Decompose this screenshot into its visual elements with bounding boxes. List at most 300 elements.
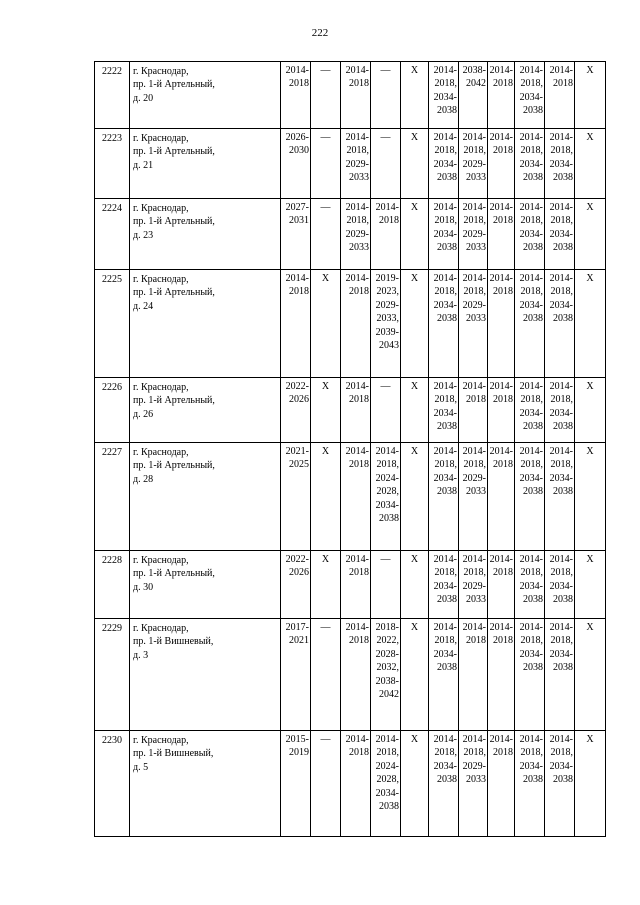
address-cell: [130, 62, 281, 129]
period-line: 2034-: [433, 91, 457, 103]
period-cell-c7: [459, 443, 488, 551]
period-line: 2014-: [462, 381, 486, 392]
period-line: 2038: [523, 486, 543, 498]
address-cell: [130, 129, 281, 199]
period-cell-c5: [401, 619, 429, 731]
period-line: 2034-: [433, 580, 457, 592]
period-line: 2033: [466, 774, 486, 786]
period-line: 2029-: [462, 158, 486, 170]
period-line: 2014-: [345, 132, 369, 143]
period-line: 2028-: [375, 648, 399, 660]
dash-mark: —: [380, 381, 391, 392]
period-line: 2043: [379, 340, 399, 352]
period-cell-c9: [515, 199, 545, 270]
period-line: 2034-: [519, 472, 543, 484]
not-applicable-mark: X: [410, 202, 419, 213]
row-number: 2227: [95, 443, 130, 551]
period-line: 2038: [553, 242, 573, 254]
period-cell-c7: [459, 129, 488, 199]
period-line: 2034-: [549, 158, 573, 170]
period-line: 2018,: [520, 215, 543, 227]
period-cell-c2: [311, 619, 341, 731]
period-cell-c11: [575, 62, 606, 129]
period-line: 2038: [437, 313, 457, 325]
address-line: д. 24: [133, 300, 154, 312]
not-applicable-mark: X: [321, 273, 330, 284]
table-row: [95, 619, 606, 731]
address-line: г. Краснодар,: [133, 447, 189, 458]
period-cell-c10: [545, 619, 575, 731]
address-line: г. Краснодар,: [133, 623, 189, 634]
row-number: 2230: [95, 731, 130, 837]
period-cell-c8: [488, 270, 515, 378]
period-cell-c1: [281, 270, 311, 378]
dash-mark: —: [320, 132, 331, 143]
period-line: 2029-: [345, 228, 369, 240]
period-line: 2033,: [376, 313, 399, 325]
period-line: 2018: [493, 286, 513, 298]
period-cell-c9: [515, 62, 545, 129]
address-line: пр. 1-й Артельный,: [133, 216, 215, 228]
period-cell-c11: [575, 199, 606, 270]
period-cell-c8: [488, 551, 515, 619]
period-line: 2029-: [462, 299, 486, 311]
period-cell-c11: [575, 619, 606, 731]
period-line: 2017-: [285, 622, 309, 633]
period-cell-c1: [281, 731, 311, 837]
period-line: 2014-: [462, 622, 486, 633]
period-line: 2014-: [519, 446, 543, 457]
period-line: 2014-: [345, 273, 369, 284]
period-line: 2042: [379, 689, 399, 701]
period-cell-c8: [488, 62, 515, 129]
period-cell-c10: [545, 731, 575, 837]
period-line: 2018,: [550, 635, 573, 647]
period-line: 2024-: [375, 760, 399, 772]
period-line: 2038: [553, 594, 573, 606]
period-line: 2033: [466, 313, 486, 325]
row-number: 2226: [95, 378, 130, 443]
period-line: 2014-: [285, 273, 309, 284]
period-cell-c10: [545, 199, 575, 270]
period-cell-c2: [311, 378, 341, 443]
period-line: 2032,: [376, 662, 399, 674]
period-cell-c7: [459, 199, 488, 270]
period-line: 2034-: [519, 158, 543, 170]
table-row: [95, 270, 606, 378]
address-line: д. 30: [133, 581, 154, 593]
period-cell-c6: [429, 443, 459, 551]
period-line: 2014-: [345, 622, 369, 633]
period-line: 2018: [493, 567, 513, 579]
period-line: 2014-: [285, 65, 309, 76]
period-line: 2018,: [434, 215, 457, 227]
period-cell-c8: [488, 619, 515, 731]
address-line: пр. 1-й Артельный,: [133, 146, 215, 158]
period-line: 2034-: [519, 299, 543, 311]
period-line: 2018: [349, 567, 369, 579]
period-line: 2034-: [375, 499, 399, 511]
period-line: 2029-: [462, 580, 486, 592]
period-line: 2018,: [550, 215, 573, 227]
period-line: 2038: [437, 774, 457, 786]
period-line: 2026-: [285, 132, 309, 143]
period-line: 2026: [289, 394, 309, 406]
period-line: 2018,: [550, 747, 573, 759]
period-line: 2018,: [434, 78, 457, 90]
period-line: 2018,: [434, 286, 457, 298]
period-line: 2018: [379, 215, 399, 227]
period-line: 2034-: [433, 760, 457, 772]
period-line: 2019: [289, 747, 309, 759]
period-line: 2034-: [549, 299, 573, 311]
period-cell-c5: [401, 62, 429, 129]
period-line: 2018: [466, 394, 486, 406]
period-line: 2014-: [489, 622, 513, 633]
period-line: 2014-: [345, 381, 369, 392]
period-line: 2018,: [434, 567, 457, 579]
period-line: 2038: [523, 662, 543, 674]
period-line: 2029-: [345, 158, 369, 170]
not-applicable-mark: X: [410, 132, 419, 143]
address-line: д. 28: [133, 473, 154, 485]
period-line: 2014-: [433, 734, 457, 745]
period-line: 2014-: [519, 381, 543, 392]
not-applicable-mark: X: [321, 381, 330, 392]
period-line: 2034-: [433, 158, 457, 170]
address-line: пр. 1-й Артельный,: [133, 79, 215, 91]
period-line: 2014-: [549, 622, 573, 633]
period-line: 2018,: [463, 567, 486, 579]
period-cell-c8: [488, 129, 515, 199]
period-cell-c11: [575, 378, 606, 443]
period-line: 2014-: [519, 554, 543, 565]
row-number: 2225: [95, 270, 130, 378]
period-line: 2029-: [462, 472, 486, 484]
period-line: 2034-: [519, 648, 543, 660]
period-line: 2014-: [433, 381, 457, 392]
period-cell-c10: [545, 129, 575, 199]
period-cell-c5: [401, 129, 429, 199]
period-line: 2014-: [549, 554, 573, 565]
period-line: 2038: [437, 662, 457, 674]
address-line: пр. 1-й Артельный,: [133, 395, 215, 407]
period-line: 2029-: [462, 760, 486, 772]
period-line: 2038: [379, 513, 399, 525]
period-line: 2038: [437, 594, 457, 606]
period-cell-c3: [341, 378, 371, 443]
period-line: 2014-: [345, 554, 369, 565]
not-applicable-mark: X: [321, 554, 330, 565]
period-line: 2014-: [549, 734, 573, 745]
period-line: 2034-: [519, 407, 543, 419]
address-line: д. 23: [133, 229, 154, 241]
period-line: 2018,: [463, 215, 486, 227]
period-cell-c11: [575, 731, 606, 837]
period-cell-c4: [371, 378, 401, 443]
not-applicable-mark: X: [586, 202, 594, 213]
period-line: 2018,: [434, 394, 457, 406]
period-cell-c1: [281, 62, 311, 129]
period-line: 2038: [553, 486, 573, 498]
address-line: г. Краснодар,: [133, 274, 189, 285]
period-line: 2038: [553, 313, 573, 325]
period-line: 2039-: [375, 326, 399, 338]
period-cell-c3: [341, 551, 371, 619]
period-line: 2018,: [434, 459, 457, 471]
address-cell: [130, 443, 281, 551]
period-line: 2018,: [550, 567, 573, 579]
period-line: 2014-: [462, 554, 486, 565]
period-cell-c2: [311, 551, 341, 619]
period-line: 2018,: [346, 215, 369, 227]
period-line: 2038: [553, 421, 573, 433]
period-line: 2018: [466, 635, 486, 647]
period-line: 2014-: [433, 622, 457, 633]
period-line: 2014-: [519, 273, 543, 284]
period-cell-c11: [575, 443, 606, 551]
period-line: 2018: [349, 635, 369, 647]
address-line: д. 20: [133, 92, 154, 104]
period-cell-c4: [371, 619, 401, 731]
period-cell-c4: [371, 731, 401, 837]
period-line: 2034-: [433, 228, 457, 240]
period-line: 2014-: [433, 202, 457, 213]
row-number: 2222: [95, 62, 130, 129]
period-cell-c2: [311, 62, 341, 129]
address-cell: [130, 270, 281, 378]
period-cell-c7: [459, 378, 488, 443]
period-cell-c9: [515, 129, 545, 199]
address-line: д. 5: [133, 761, 149, 773]
period-line: 2038: [437, 105, 457, 117]
period-line: 2022-: [285, 381, 309, 392]
period-cell-c1: [281, 551, 311, 619]
period-line: 2018: [493, 145, 513, 157]
period-line: 2034-: [433, 407, 457, 419]
period-line: 2014-: [489, 202, 513, 213]
address-line: д. 26: [133, 408, 154, 420]
period-cell-c9: [515, 270, 545, 378]
period-line: 2014-: [549, 446, 573, 457]
period-line: 2014-: [345, 202, 369, 213]
period-line: 2014-: [489, 554, 513, 565]
period-line: 2014-: [462, 202, 486, 213]
period-cell-c3: [341, 62, 371, 129]
row-number: 2224: [95, 199, 130, 270]
table-body: [95, 62, 606, 837]
period-line: 2033: [466, 594, 486, 606]
table-row: [95, 731, 606, 837]
period-line: 2014-: [549, 132, 573, 143]
period-cell-c9: [515, 619, 545, 731]
period-cell-c3: [341, 619, 371, 731]
period-line: 2018,: [376, 747, 399, 759]
period-cell-c4: [371, 270, 401, 378]
period-line: 2018: [349, 78, 369, 90]
period-line: 2033: [466, 486, 486, 498]
period-line: 2018,: [376, 459, 399, 471]
period-line: 2014-: [489, 132, 513, 143]
period-line: 2034-: [549, 407, 573, 419]
table-row: [95, 199, 606, 270]
period-line: 2033: [349, 172, 369, 184]
period-cell-c1: [281, 199, 311, 270]
period-cell-c11: [575, 551, 606, 619]
period-line: 2018: [553, 78, 573, 90]
table-row: [95, 551, 606, 619]
period-line: 2038: [523, 774, 543, 786]
period-line: 2029-: [462, 228, 486, 240]
period-line: 2038: [553, 172, 573, 184]
period-line: 2018,: [463, 145, 486, 157]
period-line: 2018,: [550, 286, 573, 298]
period-line: 2034-: [519, 760, 543, 772]
period-cell-c9: [515, 731, 545, 837]
period-line: 2038-: [375, 675, 399, 687]
period-line: 2038-: [462, 65, 486, 76]
period-cell-c6: [429, 270, 459, 378]
table-row: [95, 378, 606, 443]
period-line: 2014-: [549, 381, 573, 392]
period-cell-c9: [515, 551, 545, 619]
period-cell-c11: [575, 270, 606, 378]
period-line: 2034-: [519, 228, 543, 240]
not-applicable-mark: X: [410, 622, 419, 633]
period-line: 2014-: [489, 446, 513, 457]
period-line: 2014-: [433, 132, 457, 143]
period-line: 2014-: [489, 273, 513, 284]
period-line: 2014-: [519, 622, 543, 633]
period-line: 2014-: [433, 273, 457, 284]
period-cell-c6: [429, 551, 459, 619]
address-line: пр. 1-й Артельный,: [133, 287, 215, 299]
address-line: пр. 1-й Артельный,: [133, 568, 215, 580]
not-applicable-mark: X: [410, 554, 419, 565]
period-line: 2018,: [520, 394, 543, 406]
period-line: 2038: [523, 594, 543, 606]
not-applicable-mark: X: [410, 446, 419, 457]
period-line: 2018: [349, 394, 369, 406]
period-line: 2038: [523, 421, 543, 433]
period-line: 2034-: [519, 580, 543, 592]
period-line: 2018: [349, 747, 369, 759]
period-cell-c4: [371, 62, 401, 129]
dash-mark: —: [320, 734, 331, 745]
not-applicable-mark: X: [586, 381, 594, 392]
period-line: 2019-: [375, 273, 399, 284]
period-cell-c8: [488, 731, 515, 837]
period-cell-c2: [311, 199, 341, 270]
period-line: 2038: [523, 242, 543, 254]
not-applicable-mark: X: [410, 734, 419, 745]
period-line: 2018,: [550, 459, 573, 471]
period-line: 2034-: [549, 760, 573, 772]
period-line: 2029-: [375, 299, 399, 311]
period-cell-c4: [371, 199, 401, 270]
period-line: 2021-: [285, 446, 309, 457]
period-line: 2014-: [345, 734, 369, 745]
not-applicable-mark: X: [321, 446, 330, 457]
period-cell-c9: [515, 378, 545, 443]
period-cell-c8: [488, 378, 515, 443]
period-cell-c6: [429, 62, 459, 129]
period-line: 2022-: [285, 554, 309, 565]
period-line: 2018: [349, 286, 369, 298]
period-line: 2014-: [345, 446, 369, 457]
period-cell-c1: [281, 378, 311, 443]
period-cell-c1: [281, 619, 311, 731]
not-applicable-mark: X: [586, 132, 594, 143]
period-line: 2018: [349, 459, 369, 471]
table-row: [95, 443, 606, 551]
page-number: 222: [311, 27, 329, 39]
period-line: 2014-: [375, 202, 399, 213]
period-line: 2018,: [463, 286, 486, 298]
period-cell-c6: [429, 731, 459, 837]
period-line: 2018,: [520, 459, 543, 471]
period-line: 2033: [466, 172, 486, 184]
period-line: 2014-: [462, 273, 486, 284]
period-line: 2014-: [489, 734, 513, 745]
period-line: 2014-: [462, 734, 486, 745]
period-line: 2034-: [549, 580, 573, 592]
period-line: 2014-: [519, 734, 543, 745]
period-cell-c6: [429, 129, 459, 199]
period-line: 2038: [553, 662, 573, 674]
period-line: 2026: [289, 567, 309, 579]
address-line: г. Краснодар,: [133, 203, 189, 214]
period-line: 2018,: [434, 635, 457, 647]
housing-repair-schedule-table: [94, 61, 606, 837]
period-line: 2018,: [520, 567, 543, 579]
period-cell-c2: [311, 270, 341, 378]
period-line: 2025: [289, 459, 309, 471]
period-cell-c7: [459, 619, 488, 731]
period-line: 2034-: [549, 648, 573, 660]
period-line: 2018,: [434, 747, 457, 759]
period-line: 2018: [493, 394, 513, 406]
period-line: 2014-: [519, 65, 543, 76]
not-applicable-mark: X: [586, 65, 594, 76]
period-cell-c9: [515, 443, 545, 551]
period-cell-c7: [459, 270, 488, 378]
dash-mark: —: [380, 132, 391, 143]
address-cell: [130, 619, 281, 731]
period-line: 2038: [379, 801, 399, 813]
period-cell-c10: [545, 551, 575, 619]
period-line: 2014-: [433, 554, 457, 565]
period-line: 2034-: [549, 472, 573, 484]
period-line: 2018,: [550, 145, 573, 157]
period-line: 2038: [437, 486, 457, 498]
period-line: 2034-: [549, 228, 573, 240]
period-line: 2038: [437, 172, 457, 184]
period-line: 2018,: [346, 145, 369, 157]
row-number: 2223: [95, 129, 130, 199]
period-line: 2014-: [375, 734, 399, 745]
dash-mark: —: [380, 65, 391, 76]
period-cell-c6: [429, 378, 459, 443]
period-line: 2014-: [462, 132, 486, 143]
address-line: д. 21: [133, 159, 154, 171]
period-line: 2034-: [433, 472, 457, 484]
period-line: 2028,: [376, 774, 399, 786]
row-number: 2228: [95, 551, 130, 619]
period-line: 2038: [523, 105, 543, 117]
period-line: 2014-: [549, 65, 573, 76]
period-cell-c2: [311, 443, 341, 551]
